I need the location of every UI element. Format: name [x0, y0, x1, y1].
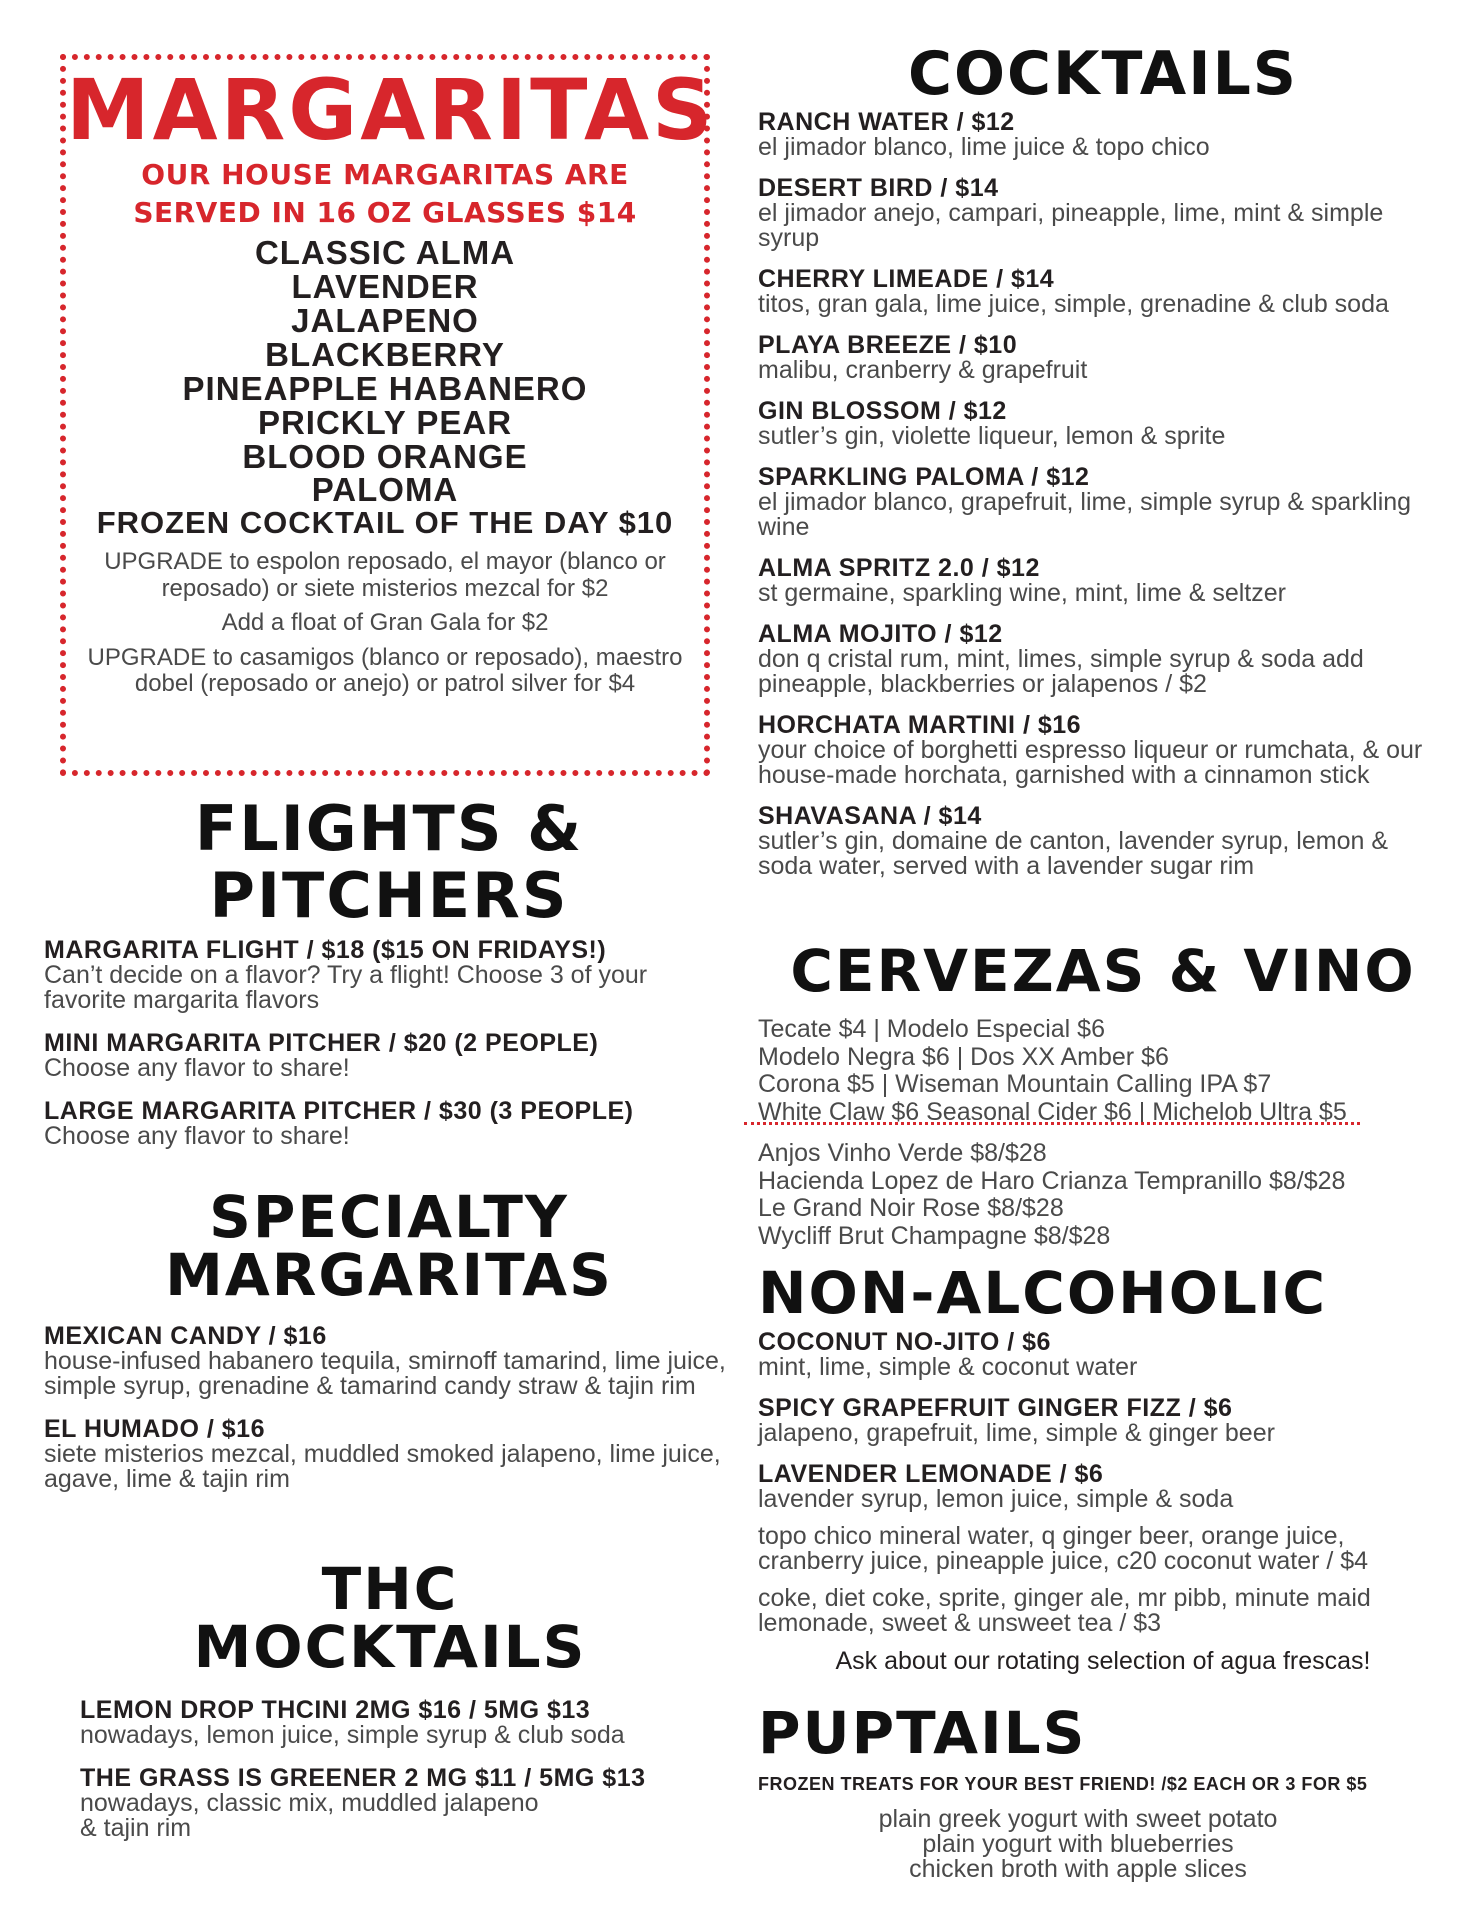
- flavor-item: PINEAPPLE HABANERO: [182, 369, 588, 407]
- item-name: GIN BLOSSOM / $12: [758, 397, 1007, 425]
- item-name: CHERRY LIMEADE / $14: [758, 265, 1055, 293]
- margaritas-title: MARGARITAS: [66, 61, 716, 159]
- margarita-flavor-list: [66, 233, 704, 541]
- puptail-item: plain greek yogurt with sweet potato: [878, 1805, 1278, 1833]
- beer-line: White Claw $6 Seasonal Cider $6 | Michelob Ultra $5: [758, 1097, 1347, 1126]
- flights-title-1: FLIGHTS &: [194, 792, 584, 865]
- thc-section: [80, 1555, 700, 1859]
- item-description: titos, gran gala, lime juice, simple, grenadine & club soda: [758, 290, 1389, 318]
- item-description: don q cristal rum, mint, limes, simple syrup & soda add pineapple, blackberries or jalapenos / $2: [758, 645, 1364, 698]
- item-description: siete misterios mezcal, muddled smoked jalapeno, lime juice, agave, lime & tajin rim: [44, 1440, 721, 1493]
- menu-item: [44, 1417, 734, 1492]
- item-name: SHAVASANA / $14: [758, 802, 982, 830]
- item-description: nowadays, classic mix, muddled jalapeno & tajin rim: [80, 1789, 539, 1842]
- menu-item: [758, 267, 1448, 317]
- flavor-item: PALOMA: [311, 471, 459, 509]
- item-name: PLAYA BREEZE / $10: [758, 331, 1018, 359]
- wine-line: Anjos Vinho Verde $8/$28: [758, 1139, 1047, 1167]
- menu-item: [44, 1028, 734, 1082]
- menu-item: [758, 1396, 1448, 1446]
- menu-item: [758, 333, 1448, 383]
- upgrade-note-2: UPGRADE to casamigos (blanco or reposado), maestro dobel (reposado or anejo) or patrol silver for $4: [87, 643, 683, 697]
- puptail-item: plain yogurt with blueberries: [922, 1830, 1234, 1858]
- menu-item: [44, 935, 734, 1014]
- item-name: RANCH WATER / $12: [758, 108, 1015, 136]
- thc-title-1: THC: [321, 1555, 459, 1623]
- item-description: Choose any flavor to share!: [44, 1053, 350, 1082]
- item-name: ALMA SPRITZ 2.0 / $12: [758, 554, 1040, 582]
- cervezas-section: [758, 937, 1448, 1250]
- item-name: LAVENDER LEMONADE / $6: [758, 1460, 1104, 1488]
- item-description: sutler’s gin, domaine de canton, lavender syrup, lemon & soda water, served with a lavender sugar rim: [758, 827, 1388, 880]
- agua-frescas-note: Ask about our rotating selection of agua frescas!: [835, 1647, 1371, 1675]
- cocktails-title: COCKTAILS: [907, 39, 1299, 109]
- puptail-item: chicken broth with apple slices: [909, 1855, 1247, 1883]
- flavor-item: LAVENDER: [291, 267, 479, 305]
- item-description: el jimador blanco, lime juice & topo chico: [758, 133, 1210, 161]
- flights-title-2: PITCHERS: [209, 858, 569, 932]
- item-name: SPICY GRAPEFRUIT GINGER FIZZ / $6: [758, 1394, 1233, 1422]
- item-name: EL HUMADO / $16: [44, 1415, 265, 1443]
- item-description: malibu, cranberry & grapefruit: [758, 356, 1088, 384]
- specialty-title-1: SPECIALTY: [209, 1183, 569, 1251]
- menu-item: [80, 1698, 700, 1748]
- menu-item: [758, 713, 1448, 788]
- margaritas-box: [60, 54, 716, 776]
- float-note: Add a float of Gran Gala for $2: [221, 609, 549, 637]
- menu-item: [758, 622, 1448, 697]
- item-name: LEMON DROP THCINI 2MG $16 / 5MG $13: [80, 1696, 591, 1724]
- item-name: MEXICAN CANDY / $16: [44, 1322, 327, 1350]
- menu-item: [44, 1324, 734, 1399]
- menu-item: [758, 399, 1448, 449]
- puptails-title: PUPTAILS: [758, 1699, 1087, 1767]
- wine-line: Wycliff Brut Champagne $8/$28: [758, 1221, 1111, 1250]
- item-name: HORCHATA MARTINI / $16: [758, 711, 1082, 739]
- beer-line: Corona $5 | Wiseman Mountain Calling IPA $7: [758, 1070, 1272, 1098]
- soft-drinks-line-2: coke, diet coke, sprite, ginger ale, mr pibb, minute maid lemonade, sweet & unsweet tea / $3: [758, 1584, 1371, 1637]
- menu-item: [758, 465, 1448, 540]
- item-description: Can’t decide on a flavor? Try a flight! Choose 3 of your favorite margarita flavors: [44, 960, 648, 1014]
- cervezas-title: CERVEZAS & VINO: [790, 937, 1416, 1005]
- item-name: LARGE MARGARITA PITCHER / $30 (3 PEOPLE): [44, 1096, 634, 1125]
- item-name: ALMA MOJITO / $12: [758, 620, 1003, 648]
- item-description: mint, lime, simple & coconut water: [758, 1353, 1138, 1381]
- menu-item: [758, 556, 1448, 606]
- item-description: jalapeno, grapefruit, lime, simple & ginger beer: [758, 1419, 1275, 1447]
- section-divider: [744, 1122, 1360, 1125]
- wine-line: Le Grand Noir Rose $8/$28: [758, 1194, 1064, 1222]
- item-name: THE GRASS IS GREENER 2 MG $11 / 5MG $13: [80, 1764, 646, 1792]
- item-description: sutler’s gin, violette liqueur, lemon & sprite: [758, 422, 1226, 450]
- menu-item: [758, 1330, 1448, 1380]
- thc-title-2: MOCKTAILS: [193, 1613, 587, 1681]
- cocktails-section: [758, 39, 1448, 880]
- margaritas-subtitle-1: OUR HOUSE MARGARITAS ARE: [141, 158, 629, 191]
- flavor-item: BLOOD ORANGE: [242, 437, 528, 475]
- flavor-item: BLACKBERRY: [265, 335, 505, 373]
- flavor-item: FROZEN COCKTAIL OF THE DAY $10: [96, 505, 674, 541]
- beer-line: Tecate $4 | Modelo Especial $6: [758, 1015, 1105, 1043]
- upgrade-note-1: UPGRADE to espolon reposado, el mayor (blanco or reposado) or siete misterios mezcal for $2: [104, 548, 666, 602]
- item-description: lavender syrup, lemon juice, simple & soda: [758, 1485, 1234, 1513]
- item-description: Choose any flavor to share!: [44, 1121, 350, 1150]
- item-name: COCONUT NO-JITO / $6: [758, 1328, 1051, 1356]
- menu-item: [758, 804, 1448, 879]
- non-alcoholic-title: NON-ALCOHOLIC: [758, 1259, 1328, 1327]
- soft-drinks-line-1: topo chico mineral water, q ginger beer, orange juice, cranberry juice, pineapple juice, c20 coconut water / $4: [758, 1522, 1369, 1575]
- non-alcoholic-section: [758, 1259, 1448, 1676]
- specialty-title-2: MARGARITAS: [165, 1241, 613, 1309]
- flavor-item: JALAPENO: [291, 301, 479, 339]
- item-description: el jimador blanco, grapefruit, lime, simple syrup & sparkling wine: [758, 488, 1412, 541]
- flights-section: [44, 792, 734, 1167]
- puptails-subtitle: FROZEN TREATS FOR YOUR BEST FRIEND! /$2 EACH OR 3 FOR $5: [758, 1774, 1368, 1794]
- menu-item: [758, 110, 1448, 160]
- menu-item: [758, 176, 1448, 251]
- item-description: house-infused habanero tequila, smirnoff tamarind, lime juice, simple syrup, grenadine & tamarind candy straw & tajin rim: [44, 1347, 726, 1400]
- item-name: MINI MARGARITA PITCHER / $20 (2 PEOPLE): [44, 1028, 599, 1057]
- item-description: st germaine, sparkling wine, mint, lime & seltzer: [758, 579, 1286, 607]
- item-name: DESERT BIRD / $14: [758, 174, 999, 202]
- item-description: el jimador anejo, campari, pineapple, lime, mint & simple syrup: [758, 199, 1384, 252]
- menu-item: [758, 1462, 1448, 1512]
- item-name: MARGARITA FLIGHT / $18 ($15 ON FRIDAYS!): [44, 935, 607, 964]
- menu-item: [80, 1766, 700, 1841]
- item-description: your choice of borghetti espresso liqueur or rumchata, & our house-made horchata, garnished with a cinnamon stick: [758, 736, 1423, 789]
- wine-line: Hacienda Lopez de Haro Crianza Tempranillo $8/$28: [758, 1166, 1346, 1195]
- beer-line: Modelo Negra $6 | Dos XX Amber $6: [758, 1042, 1169, 1071]
- specialty-section: [44, 1183, 734, 1510]
- flavor-item: PRICKLY PEAR: [257, 403, 513, 441]
- margaritas-subtitle-2: SERVED IN 16 OZ GLASSES $14: [133, 195, 637, 229]
- menu-item: [44, 1096, 734, 1150]
- flavor-item: CLASSIC ALMA: [254, 233, 516, 271]
- puptails-section: [758, 1699, 1448, 1883]
- item-description: nowadays, lemon juice, simple syrup & club soda: [80, 1721, 625, 1749]
- item-name: SPARKLING PALOMA / $12: [758, 463, 1090, 491]
